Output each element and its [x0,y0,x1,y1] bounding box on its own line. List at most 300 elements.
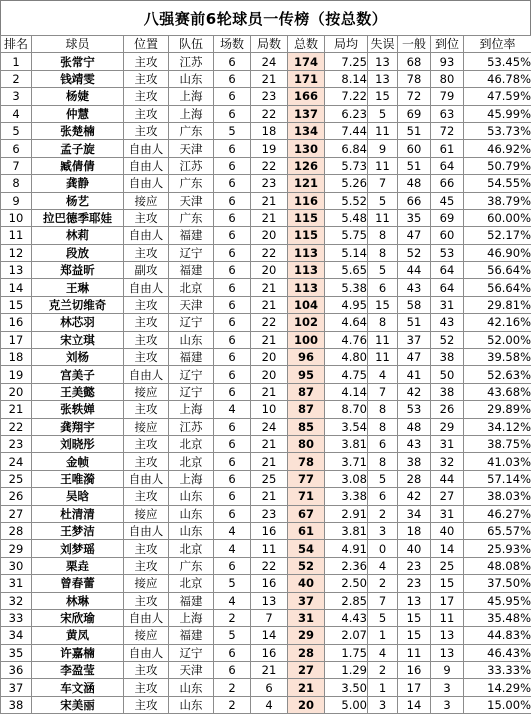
cell-sets: 20 [251,227,288,244]
cell-ordinary: 14 [398,696,431,713]
cell-total: 166 [288,88,325,105]
cell-perfect: 9 [431,662,464,679]
table-row [1,105,531,122]
table-row [1,575,531,592]
cell-player: 杨艺 [32,192,124,209]
cell-perfect-rate: 50.79% [464,157,531,174]
cell-ordinary: 43 [398,279,431,296]
cell-per-set: 4.95 [325,296,368,313]
table-row [1,70,531,87]
cell-player: 张楚楠 [32,122,124,139]
cell-matches: 5 [214,575,251,592]
cell-perfect-rate: 33.33% [464,662,531,679]
cell-team: 广东 [169,175,214,192]
cell-sets: 22 [251,244,288,261]
cell-perfect-rate: 42.16% [464,314,531,331]
cell-matches: 6 [214,296,251,313]
cell-total: 96 [288,349,325,366]
cell-perfect: 27 [431,488,464,505]
cell-perfect: 40 [431,522,464,539]
cell-perfect: 52 [431,331,464,348]
cell-perfect: 15 [431,575,464,592]
cell-rank: 10 [1,209,32,226]
cell-ordinary: 68 [398,53,431,70]
cell-position: 主攻 [124,540,169,557]
cell-matches: 6 [214,262,251,279]
cell-sets: 20 [251,349,288,366]
cell-per-set: 4.76 [325,331,368,348]
cell-rank: 5 [1,122,32,139]
cell-matches: 6 [214,157,251,174]
cell-sets: 7 [251,609,288,626]
cell-rank: 36 [1,662,32,679]
cell-perfect: 13 [431,644,464,661]
cell-ordinary: 78 [398,70,431,87]
table-row [1,522,531,539]
header-ordinary: 一般 [398,36,431,53]
cell-per-set: 5.52 [325,192,368,209]
cell-per-set: 8.14 [325,70,368,87]
cell-team: 辽宁 [169,244,214,261]
cell-team: 北京 [169,453,214,470]
cell-sets: 21 [251,209,288,226]
cell-ordinary: 47 [398,349,431,366]
cell-total: 115 [288,227,325,244]
cell-team: 辽宁 [169,314,214,331]
cell-matches: 6 [214,662,251,679]
cell-per-set: 1.75 [325,644,368,661]
table-row [1,296,531,313]
cell-errors: 13 [368,53,398,70]
cell-player: 王琳 [32,279,124,296]
cell-perfect: 64 [431,279,464,296]
cell-errors: 6 [368,488,398,505]
cell-errors: 1 [368,627,398,644]
table-row [1,157,531,174]
cell-player: 克兰切维奇 [32,296,124,313]
cell-matches: 6 [214,505,251,522]
cell-ordinary: 15 [398,627,431,644]
cell-player: 钱靖雯 [32,70,124,87]
cell-player: 林莉 [32,227,124,244]
cell-total: 113 [288,262,325,279]
table-row [1,453,531,470]
cell-perfect-rate: 39.58% [464,349,531,366]
cell-team: 山东 [169,696,214,713]
cell-ordinary: 48 [398,418,431,435]
cell-position: 自由人 [124,157,169,174]
cell-matches: 6 [214,383,251,400]
cell-sets: 16 [251,644,288,661]
cell-errors: 5 [368,262,398,279]
cell-matches: 6 [214,349,251,366]
cell-position: 副攻 [124,262,169,279]
cell-rank: 31 [1,575,32,592]
cell-player: 臧倩倩 [32,157,124,174]
cell-matches: 4 [214,522,251,539]
cell-team: 山东 [169,679,214,696]
cell-total: 52 [288,557,325,574]
table-row [1,366,531,383]
page-title: 八强赛前6轮球员一传榜（按总数） [0,0,531,35]
cell-ordinary: 17 [398,679,431,696]
cell-perfect-rate: 65.57% [464,522,531,539]
cell-rank: 27 [1,505,32,522]
cell-team: 辽宁 [169,366,214,383]
cell-rank: 18 [1,349,32,366]
cell-total: 113 [288,244,325,261]
header-player: 球员 [32,36,124,53]
cell-per-set: 5.26 [325,175,368,192]
cell-per-set: 5.75 [325,227,368,244]
cell-team: 福建 [169,227,214,244]
cell-perfect: 17 [431,592,464,609]
cell-perfect: 11 [431,609,464,626]
table-row [1,122,531,139]
cell-position: 主攻 [124,557,169,574]
cell-sets: 21 [251,331,288,348]
cell-perfect-rate: 46.78% [464,70,531,87]
cell-player: 宋美丽 [32,696,124,713]
cell-perfect: 3 [431,679,464,696]
cell-errors: 11 [368,122,398,139]
cell-team: 天津 [169,662,214,679]
table-row [1,644,531,661]
cell-matches: 6 [214,70,251,87]
cell-team: 辽宁 [169,644,214,661]
cell-total: 134 [288,122,325,139]
cell-rank: 23 [1,435,32,452]
cell-per-set: 5.73 [325,157,368,174]
cell-perfect-rate: 52.17% [464,227,531,244]
cell-sets: 21 [251,296,288,313]
table-header-row [1,36,531,53]
header-matches: 场数 [214,36,251,53]
cell-perfect-rate: 46.27% [464,505,531,522]
cell-perfect: 61 [431,140,464,157]
cell-perfect-rate: 44.83% [464,627,531,644]
cell-position: 接应 [124,575,169,592]
cell-team: 广东 [169,122,214,139]
cell-perfect: 29 [431,418,464,435]
cell-matches: 6 [214,279,251,296]
cell-sets: 16 [251,522,288,539]
cell-ordinary: 13 [398,592,431,609]
cell-total: 171 [288,70,325,87]
cell-perfect: 31 [431,435,464,452]
cell-ordinary: 51 [398,122,431,139]
cell-perfect-rate: 53.45% [464,53,531,70]
cell-ordinary: 43 [398,435,431,452]
cell-total: 28 [288,644,325,661]
cell-team: 山东 [169,505,214,522]
table-row [1,592,531,609]
table-row [1,227,531,244]
receive-ranking-table [0,35,531,714]
cell-per-set: 3.54 [325,418,368,435]
cell-sets: 21 [251,453,288,470]
cell-rank: 33 [1,609,32,626]
cell-rank: 28 [1,522,32,539]
cell-matches: 2 [214,679,251,696]
cell-per-set: 4.64 [325,314,368,331]
cell-perfect: 13 [431,627,464,644]
cell-position: 主攻 [124,209,169,226]
cell-ordinary: 47 [398,227,431,244]
cell-per-set: 5.65 [325,262,368,279]
cell-per-set: 6.23 [325,105,368,122]
header-perfect: 到位 [431,36,464,53]
header-perfect-rate: 到位率 [464,36,531,53]
cell-player: 段放 [32,244,124,261]
cell-errors: 7 [368,383,398,400]
cell-perfect-rate: 48.08% [464,557,531,574]
cell-position: 主攻 [124,435,169,452]
cell-position: 接应 [124,627,169,644]
cell-sets: 21 [251,192,288,209]
cell-rank: 25 [1,470,32,487]
cell-rank: 1 [1,53,32,70]
cell-total: 54 [288,540,325,557]
cell-per-set: 4.91 [325,540,368,557]
cell-errors: 15 [368,296,398,313]
cell-total: 40 [288,575,325,592]
cell-player: 曾春蕾 [32,575,124,592]
cell-errors: 11 [368,331,398,348]
cell-per-set: 2.50 [325,575,368,592]
cell-position: 自由人 [124,366,169,383]
cell-perfect-rate: 37.50% [464,575,531,592]
table-row [1,175,531,192]
cell-sets: 4 [251,696,288,713]
cell-errors: 3 [368,522,398,539]
table-row [1,349,531,366]
cell-player: 宋立琪 [32,331,124,348]
cell-player: 林芯羽 [32,314,124,331]
cell-perfect: 80 [431,70,464,87]
cell-perfect-rate: 35.48% [464,609,531,626]
cell-rank: 6 [1,140,32,157]
cell-sets: 16 [251,575,288,592]
cell-total: 77 [288,470,325,487]
cell-team: 福建 [169,592,214,609]
cell-position: 自由人 [124,522,169,539]
cell-per-set: 5.38 [325,279,368,296]
cell-rank: 11 [1,227,32,244]
cell-matches: 6 [214,105,251,122]
cell-sets: 24 [251,418,288,435]
cell-perfect: 38 [431,349,464,366]
cell-errors: 0 [368,540,398,557]
cell-ordinary: 35 [398,209,431,226]
cell-matches: 5 [214,122,251,139]
cell-errors: 6 [368,279,398,296]
header-per-set: 局均 [325,36,368,53]
cell-rank: 37 [1,679,32,696]
cell-errors: 6 [368,435,398,452]
table-row [1,609,531,626]
cell-per-set: 3.38 [325,488,368,505]
cell-total: 116 [288,192,325,209]
cell-perfect: 93 [431,53,464,70]
cell-matches: 4 [214,592,251,609]
cell-team: 福建 [169,627,214,644]
table-row [1,314,531,331]
cell-errors: 8 [368,227,398,244]
cell-sets: 21 [251,435,288,452]
cell-position: 主攻 [124,53,169,70]
cell-position: 主攻 [124,331,169,348]
cell-perfect-rate: 47.59% [464,88,531,105]
cell-matches: 6 [214,557,251,574]
cell-ordinary: 42 [398,488,431,505]
cell-player: 金帧 [32,453,124,470]
cell-player: 杨婕 [32,88,124,105]
cell-rank: 15 [1,296,32,313]
table-row [1,262,531,279]
table-row [1,540,531,557]
cell-player: 吴晗 [32,488,124,505]
cell-total: 102 [288,314,325,331]
cell-team: 山东 [169,488,214,505]
cell-ordinary: 37 [398,331,431,348]
cell-errors: 11 [368,349,398,366]
cell-ordinary: 42 [398,383,431,400]
cell-ordinary: 69 [398,105,431,122]
cell-ordinary: 72 [398,88,431,105]
cell-perfect-rate: 46.92% [464,140,531,157]
cell-position: 主攻 [124,296,169,313]
cell-total: 130 [288,140,325,157]
cell-position: 接应 [124,383,169,400]
cell-player: 宫美子 [32,366,124,383]
cell-ordinary: 23 [398,575,431,592]
cell-errors: 8 [368,453,398,470]
cell-perfect-rate: 43.68% [464,383,531,400]
cell-player: 许嘉楠 [32,644,124,661]
cell-ordinary: 15 [398,609,431,626]
cell-ordinary: 58 [398,296,431,313]
cell-position: 主攻 [124,349,169,366]
cell-position: 主攻 [124,696,169,713]
cell-team: 广东 [169,209,214,226]
table-row [1,662,531,679]
cell-team: 上海 [169,609,214,626]
cell-sets: 19 [251,140,288,157]
cell-position: 主攻 [124,592,169,609]
cell-perfect-rate: 56.64% [464,279,531,296]
table-row [1,435,531,452]
cell-matches: 4 [214,401,251,418]
cell-errors: 2 [368,505,398,522]
cell-rank: 20 [1,383,32,400]
cell-matches: 6 [214,488,251,505]
cell-per-set: 4.14 [325,383,368,400]
table-row [1,557,531,574]
cell-player: 林琳 [32,592,124,609]
cell-perfect-rate: 46.90% [464,244,531,261]
cell-matches: 6 [214,140,251,157]
cell-ordinary: 51 [398,314,431,331]
cell-per-set: 5.14 [325,244,368,261]
cell-ordinary: 18 [398,522,431,539]
cell-matches: 6 [214,418,251,435]
cell-player: 宋欣瑜 [32,609,124,626]
table-row [1,279,531,296]
cell-player: 杜清清 [32,505,124,522]
cell-sets: 23 [251,175,288,192]
cell-sets: 21 [251,383,288,400]
cell-rank: 16 [1,314,32,331]
cell-errors: 8 [368,244,398,261]
cell-ordinary: 38 [398,453,431,470]
cell-total: 21 [288,679,325,696]
cell-total: 174 [288,53,325,70]
cell-player: 拉巴德季耶娃 [32,209,124,226]
cell-perfect: 38 [431,383,464,400]
cell-player: 张常宁 [32,53,124,70]
cell-matches: 5 [214,627,251,644]
cell-sets: 24 [251,53,288,70]
cell-total: 137 [288,105,325,122]
cell-perfect: 3 [431,696,464,713]
cell-rank: 34 [1,627,32,644]
cell-team: 上海 [169,105,214,122]
cell-per-set: 2.85 [325,592,368,609]
cell-sets: 22 [251,557,288,574]
cell-team: 上海 [169,470,214,487]
cell-rank: 14 [1,279,32,296]
cell-position: 主攻 [124,244,169,261]
cell-errors: 13 [368,70,398,87]
cell-position: 主攻 [124,88,169,105]
cell-sets: 21 [251,70,288,87]
cell-perfect-rate: 29.89% [464,401,531,418]
cell-perfect: 43 [431,314,464,331]
cell-rank: 2 [1,70,32,87]
cell-rank: 24 [1,453,32,470]
cell-matches: 6 [214,314,251,331]
cell-sets: 20 [251,366,288,383]
cell-player: 车文涵 [32,679,124,696]
cell-total: 61 [288,522,325,539]
cell-total: 87 [288,401,325,418]
cell-perfect: 32 [431,453,464,470]
cell-player: 王梦洁 [32,522,124,539]
cell-errors: 4 [368,644,398,661]
cell-matches: 6 [214,227,251,244]
cell-perfect-rate: 52.00% [464,331,531,348]
cell-team: 北京 [169,435,214,452]
cell-sets: 21 [251,488,288,505]
cell-perfect-rate: 57.14% [464,470,531,487]
cell-total: 100 [288,331,325,348]
cell-player: 王唯漪 [32,470,124,487]
cell-perfect-rate: 38.75% [464,435,531,452]
cell-sets: 23 [251,88,288,105]
cell-rank: 21 [1,401,32,418]
cell-sets: 23 [251,505,288,522]
cell-total: 78 [288,453,325,470]
cell-total: 87 [288,383,325,400]
cell-total: 115 [288,209,325,226]
cell-matches: 6 [214,470,251,487]
cell-total: 27 [288,662,325,679]
cell-errors: 2 [368,575,398,592]
cell-per-set: 3.50 [325,679,368,696]
cell-position: 自由人 [124,175,169,192]
cell-perfect-rate: 53.73% [464,122,531,139]
